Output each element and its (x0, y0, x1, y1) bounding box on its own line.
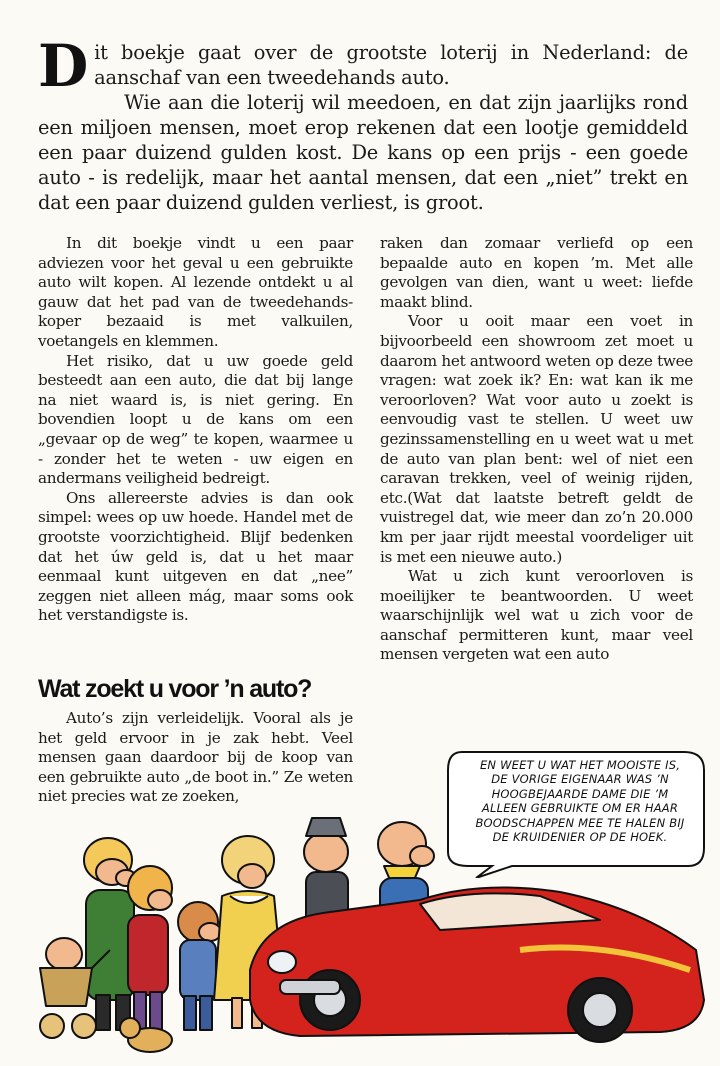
speech-bubble-text: EN WEET U WAT HET MOOISTE IS, DE VORIGE EIGENAAR WAS ’N HOOGBEJAARDE DAME DIE ’M ALLEEN GEBRUIKTE OM ER HAAR BOODSCHAPPEN MEE TE HALEN BIJ DE KRUIDENIER OP DE HOEK. (475, 758, 685, 845)
section-heading: Wat zoekt u voor ’n auto? (38, 675, 312, 703)
intro-paragraph-1 (38, 32, 688, 100)
right-column (380, 234, 693, 665)
drop-cap: D (38, 32, 89, 100)
right-paragraph-1: raken dan zomaar verliefd op een bepaalde auto en kopen ’m. Met alle gevolgen van dien, want u weet: liefde maakt blind. (380, 234, 693, 311)
speech-bubble (440, 748, 708, 878)
left-paragraph-4: Auto’s zijn verleidelijk. Vooral als je het geld ervoor in je zak hebt. Veel mensen gaan daardoor bij de koop van een gebruikte auto „de boot in.” Ze weten niet precies wat ze zoeken, (38, 709, 353, 806)
left-paragraph-2: Het risiko, dat u uw goede geld besteedt aan een auto, die dat bij lange na niet waard is, is niet gering. En bovendien loopt u de kans om een „gevaar op de weg” te kopen, waarmee u - zonder het te weten - uw eigen en andermans veiligheid bedreigt. (38, 351, 353, 488)
girl-figure (128, 866, 172, 1032)
left-paragraph-1: In dit boekje vindt u een paar adviezen voor het geval u een gebruikte auto wilt kopen. Al lezende ontdekt u al gauw dat het pad van de tweedehands-koper bezaaid is met valkuilen, voetangels en klemmen. (38, 234, 353, 350)
intro-p1-text: it boekje gaat over de grootste loterij in Nederland: de aanschaf van een tweedehands auto. (94, 41, 688, 89)
left-paragraph-3: Ons allereerste advies is dan ook simpel: wees op uw hoede. Handel met de grootste voorzichtigheid. Blijf bedenken dat het úw geld is, dat u het maar eenmaal kunt uitgeven en dat „nee” zeggen niet alleen mág, maar soms ook het verstandigste is. (38, 488, 353, 625)
right-paragraph-3: Wat u zich kunt veroorloven is moeilijker te beantwoorden. U weet waarschijnlijk wel wat u zich voor de aanschaf permitteren kunt, maar veel mensen vergeten wat een auto (380, 567, 693, 664)
boy-figure (178, 902, 221, 1030)
intro-paragraph-2: Wie aan die loterij wil meedoen, en dat zijn jaarlijks rond een miljoen mensen, moet erop rekenen dat een lootje gemiddeld een paar duizend gulden kost. De kans op een prijs - een goede auto - is redelijk, maar het aantal mensen, dat een „niet” trekt en dat een paar duizend gulden verliest, is groot. (38, 91, 688, 214)
left-column-continued (38, 709, 353, 807)
right-paragraph-2: Voor u ooit maar een voet in bijvoorbeeld een showroom zet moet u daarom het antwoord weten op deze twee vragen: wat zoek ik? En: wat kan ik me veroorloven? Wat voor auto u zoekt is eenvoudig vast te stellen. U weet uw gezinssamenstelling en u weet wat u met de auto van plan bent: wel of niet een caravan trekken, veel of weinig rijden, etc.(Wat dat laatste betreft geldt de vuistregel dat, wie meer dan zo’n 20.000 km per jaar rijdt meestal voordeliger uit is met een nieuwe auto.) (380, 312, 693, 566)
left-column (38, 234, 353, 626)
intro-text (38, 32, 688, 215)
